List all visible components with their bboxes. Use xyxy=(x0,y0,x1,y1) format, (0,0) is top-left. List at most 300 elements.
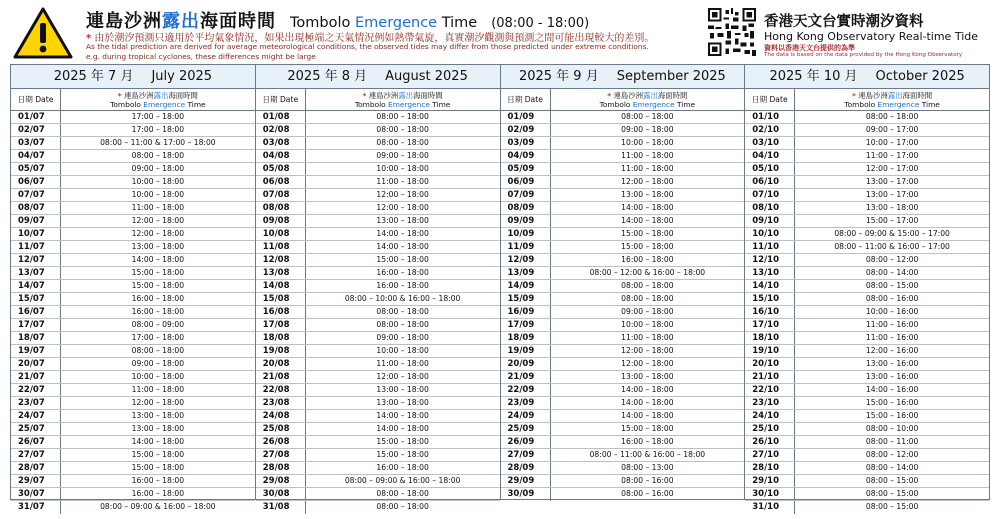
date-cell: 03/09 xyxy=(501,137,551,149)
table-row xyxy=(745,293,989,306)
time-cell: 08:00 – 18:00 xyxy=(376,320,429,329)
time-cell: 08:00 – 12:00 & 16:00 – 18:00 xyxy=(589,268,706,277)
table-row xyxy=(501,202,745,215)
column-header-row xyxy=(745,89,989,111)
table-row xyxy=(501,228,745,241)
date-cell: 13/10 xyxy=(745,267,795,279)
time-cell: 14:00 – 18:00 xyxy=(621,216,674,225)
table-row xyxy=(745,410,989,423)
date-cell: 30/09 xyxy=(501,488,551,501)
date-cell: 01/08 xyxy=(256,111,306,123)
table-row xyxy=(501,345,745,358)
time-column-header: * 連島沙洲露出海面時間 Tombolo Emergence Time xyxy=(599,91,696,109)
time-cell: 13:00 – 18:00 xyxy=(131,424,185,433)
month-title-zh: 2025 年 7 月 xyxy=(53,69,134,84)
table-row xyxy=(11,215,255,228)
table-row xyxy=(745,241,989,254)
time-cell: 09:00 – 18:00 xyxy=(621,307,674,316)
table-row xyxy=(501,293,745,306)
time-cell: 13:00 – 17:00 xyxy=(865,190,919,199)
time-cell: 08:00 – 18:00 xyxy=(621,112,674,121)
table-row xyxy=(256,332,500,345)
table-row xyxy=(745,111,989,124)
time-cell: 08:00 – 15:00 xyxy=(865,476,919,485)
date-cell: 16/09 xyxy=(501,306,551,318)
time-cell: 08:00 – 11:00 & 16:00 – 17:00 xyxy=(834,242,950,251)
date-cell: 22/07 xyxy=(11,384,61,396)
month-title-en: October 2025 xyxy=(875,69,965,84)
table-row xyxy=(501,488,745,501)
date-cell: 06/09 xyxy=(501,176,551,188)
time-cell: 10:00 – 18:00 xyxy=(131,177,185,186)
table-row xyxy=(256,254,500,267)
date-cell: 18/07 xyxy=(11,332,61,344)
date-cell: 05/10 xyxy=(745,163,795,175)
date-cell: 26/10 xyxy=(745,436,795,448)
time-cell: 14:00 – 18:00 xyxy=(131,255,185,264)
table-row xyxy=(256,384,500,397)
table-row xyxy=(256,423,500,436)
table-row xyxy=(11,410,255,423)
date-cell: 30/07 xyxy=(11,488,61,500)
time-cell: 12:00 – 18:00 xyxy=(376,203,429,212)
disclaimer-en-line-2: e.g. during tropical cyclones, these differences might be large xyxy=(86,52,316,61)
time-cell: 08:00 – 10:00 xyxy=(865,424,919,433)
date-cell: 24/09 xyxy=(501,410,551,422)
time-cell: 08:00 – 18:00 xyxy=(621,281,674,290)
time-cell: 17:00 – 18:00 xyxy=(131,125,185,134)
time-cell: 08:00 – 15:00 xyxy=(865,502,919,511)
table-row xyxy=(11,241,255,254)
table-row xyxy=(256,241,500,254)
table-row xyxy=(256,371,500,384)
date-cell: 14/08 xyxy=(256,280,306,292)
date-cell: 08/10 xyxy=(745,202,795,214)
table-row xyxy=(11,319,255,332)
date-cell: 26/09 xyxy=(501,436,551,448)
time-cell: 11:00 – 18:00 xyxy=(621,151,674,160)
table-row xyxy=(11,176,255,189)
table-row xyxy=(745,371,989,384)
time-cell: 08:00 – 10:00 & 16:00 – 18:00 xyxy=(344,294,461,303)
time-cell: 14:00 – 16:00 xyxy=(865,385,919,394)
time-cell: 12:00 – 18:00 xyxy=(621,346,674,355)
table-row xyxy=(256,293,500,306)
date-cell: 21/09 xyxy=(501,371,551,383)
table-row xyxy=(11,111,255,124)
time-cell: 13:00 – 18:00 xyxy=(376,216,429,225)
table-row xyxy=(11,150,255,163)
table-row xyxy=(745,254,989,267)
title-en: Tombolo Emergence Time xyxy=(290,15,478,31)
date-cell: 28/07 xyxy=(11,462,61,474)
date-cell: 24/07 xyxy=(11,410,61,422)
date-cell: 28/10 xyxy=(745,462,795,474)
time-cell: 08:00 – 16:00 xyxy=(865,294,919,303)
table-row xyxy=(501,371,745,384)
table-row xyxy=(501,137,745,150)
table-row xyxy=(501,475,745,488)
time-cell: 12:00 – 16:00 xyxy=(865,346,919,355)
time-cell: 10:00 – 18:00 xyxy=(621,138,674,147)
time-cell: 11:00 – 18:00 xyxy=(621,333,674,342)
timetable xyxy=(10,64,990,512)
month-title-en: September 2025 xyxy=(616,69,726,84)
time-cell: 13:00 – 18:00 xyxy=(131,411,185,420)
time-cell: 14:00 – 18:00 xyxy=(376,242,429,251)
date-cell: 22/10 xyxy=(745,384,795,396)
date-cell: 09/08 xyxy=(256,215,306,227)
table-row xyxy=(745,319,989,332)
qr-code-icon[interactable] xyxy=(708,8,756,56)
date-cell: 15/08 xyxy=(256,293,306,305)
time-cell: 08:00 – 16:00 xyxy=(621,489,674,498)
time-cell: 08:00 – 18:00 xyxy=(376,307,429,316)
column-header-row xyxy=(256,89,500,111)
time-cell: 10:00 – 18:00 xyxy=(376,346,429,355)
hko-title-en: Hong Kong Observatory Real-time Tide xyxy=(764,30,979,43)
time-cell: 16:00 – 18:00 xyxy=(376,281,429,290)
date-cell: 08/07 xyxy=(11,202,61,214)
date-cell: 03/10 xyxy=(745,137,795,149)
table-row xyxy=(501,241,745,254)
date-cell: 25/10 xyxy=(745,423,795,435)
date-cell: 26/08 xyxy=(256,436,306,448)
date-cell: 31/08 xyxy=(256,501,306,514)
date-cell: 07/07 xyxy=(11,189,61,201)
time-cell: 09:00 – 18:00 xyxy=(131,164,185,173)
table-row xyxy=(11,267,255,280)
date-cell: 13/08 xyxy=(256,267,306,279)
date-column-header: 日期 Date xyxy=(11,89,61,110)
date-cell: 31/10 xyxy=(745,501,795,514)
date-cell: 28/09 xyxy=(501,462,551,474)
table-row xyxy=(11,163,255,176)
table-row xyxy=(256,215,500,228)
time-cell: 13:00 – 18:00 xyxy=(621,372,674,381)
month-title-zh: 2025 年 10 月 xyxy=(769,69,858,84)
date-cell: 18/08 xyxy=(256,332,306,344)
table-row xyxy=(256,280,500,293)
time-cell: 08:00 – 11:00 & 16:00 – 18:00 xyxy=(589,450,706,459)
time-cell: 14:00 – 18:00 xyxy=(376,411,429,420)
date-cell: 29/09 xyxy=(501,475,551,487)
date-cell: 27/08 xyxy=(256,449,306,461)
time-cell: 15:00 – 16:00 xyxy=(865,398,919,407)
date-cell: 04/10 xyxy=(745,150,795,162)
date-cell: 06/07 xyxy=(11,176,61,188)
date-cell: 12/09 xyxy=(501,254,551,266)
date-cell: 30/08 xyxy=(256,488,306,500)
time-cell: 12:00 – 18:00 xyxy=(376,372,429,381)
time-cell: 15:00 – 18:00 xyxy=(376,450,429,459)
table-row xyxy=(256,436,500,449)
table-row xyxy=(745,345,989,358)
time-cell: 16:00 – 18:00 xyxy=(376,268,429,277)
date-column-header: 日期 Date xyxy=(256,89,306,110)
date-cell: 29/07 xyxy=(11,475,61,487)
month-header xyxy=(11,65,255,89)
table-row xyxy=(501,384,745,397)
table-row xyxy=(501,150,745,163)
table-row xyxy=(11,280,255,293)
table-row xyxy=(501,189,745,202)
date-cell: 09/09 xyxy=(501,215,551,227)
month-title-en: August 2025 xyxy=(385,69,468,84)
time-cell: 15:00 – 18:00 xyxy=(621,424,674,433)
time-cell: 16:00 – 18:00 xyxy=(131,294,185,303)
date-cell: 24/10 xyxy=(745,410,795,422)
date-cell: 29/08 xyxy=(256,475,306,487)
time-cell: 12:00 – 18:00 xyxy=(131,229,185,238)
table-row xyxy=(256,462,500,475)
table-row xyxy=(11,254,255,267)
table-row xyxy=(501,436,745,449)
time-cell: 10:00 – 17:00 xyxy=(865,138,919,147)
table-row xyxy=(11,137,255,150)
month-title-en: July 2025 xyxy=(151,69,213,84)
date-cell: 04/09 xyxy=(501,150,551,162)
time-cell: 14:00 – 18:00 xyxy=(376,424,429,433)
date-cell: 14/07 xyxy=(11,280,61,292)
time-cell: 10:00 – 18:00 xyxy=(131,190,185,199)
date-cell: 11/09 xyxy=(501,241,551,253)
date-cell: 22/08 xyxy=(256,384,306,396)
time-cell: 09:00 – 18:00 xyxy=(131,359,185,368)
time-cell: 11:00 – 17:00 xyxy=(865,151,919,160)
table-row xyxy=(256,124,500,137)
table-row xyxy=(745,332,989,345)
time-cell: 14:00 – 18:00 xyxy=(376,229,429,238)
time-cell: 08:00 – 09:00 xyxy=(131,320,185,329)
time-cell: 10:00 – 18:00 xyxy=(376,164,429,173)
table-row xyxy=(11,332,255,345)
time-cell: 08:00 – 14:00 xyxy=(865,268,919,277)
time-cell: 12:00 – 18:00 xyxy=(621,177,674,186)
time-cell: 15:00 – 18:00 xyxy=(376,437,429,446)
table-row xyxy=(256,358,500,371)
date-cell: 25/08 xyxy=(256,423,306,435)
date-column-header: 日期 Date xyxy=(745,89,795,110)
column-header-row xyxy=(11,89,255,111)
time-cell: 15:00 – 18:00 xyxy=(131,268,185,277)
date-cell: 12/07 xyxy=(11,254,61,266)
time-cell: 08:00 – 11:00 & 17:00 – 18:00 xyxy=(100,138,216,147)
time-cell: 14:00 – 18:00 xyxy=(621,398,674,407)
table-row xyxy=(11,475,255,488)
date-cell: 15/09 xyxy=(501,293,551,305)
table-body xyxy=(11,111,255,514)
month-header xyxy=(501,65,745,89)
date-cell: 10/08 xyxy=(256,228,306,240)
time-cell: 08:00 – 15:00 xyxy=(865,281,919,290)
time-cell: 13:00 – 18:00 xyxy=(621,190,674,199)
table-row xyxy=(745,449,989,462)
table-row xyxy=(501,306,745,319)
table-body xyxy=(745,111,989,514)
table-row xyxy=(745,215,989,228)
table-row xyxy=(11,124,255,137)
time-cell: 15:00 – 18:00 xyxy=(376,255,429,264)
table-body xyxy=(256,111,500,514)
month-column xyxy=(745,65,989,512)
date-cell: 21/08 xyxy=(256,371,306,383)
month-header xyxy=(745,65,989,89)
table-row xyxy=(11,488,255,501)
table-row xyxy=(256,163,500,176)
date-cell: 24/08 xyxy=(256,410,306,422)
table-row xyxy=(11,371,255,384)
date-cell: 08/08 xyxy=(256,202,306,214)
date-cell: 30/10 xyxy=(745,488,795,500)
table-row xyxy=(11,345,255,358)
table-row xyxy=(501,111,745,124)
date-cell: 23/07 xyxy=(11,397,61,409)
time-cell: 17:00 – 18:00 xyxy=(131,333,185,342)
time-cell: 08:00 – 14:00 xyxy=(865,463,919,472)
table-row xyxy=(745,202,989,215)
date-cell: 25/07 xyxy=(11,423,61,435)
date-cell: 09/10 xyxy=(745,215,795,227)
date-cell: 12/08 xyxy=(256,254,306,266)
date-cell: 27/07 xyxy=(11,449,61,461)
date-cell: 19/08 xyxy=(256,345,306,357)
time-cell: 08:00 – 18:00 xyxy=(131,151,185,160)
table-row xyxy=(256,111,500,124)
date-cell: 10/09 xyxy=(501,228,551,240)
table-row xyxy=(745,462,989,475)
date-cell: 16/08 xyxy=(256,306,306,318)
table-row xyxy=(256,150,500,163)
time-column-header: * 連島沙洲露出海面時間 Tombolo Emergence Time xyxy=(354,91,451,109)
time-cell: 08:00 – 12:00 xyxy=(865,255,919,264)
table-row xyxy=(501,358,745,371)
date-cell: 15/10 xyxy=(745,293,795,305)
date-cell: 25/09 xyxy=(501,423,551,435)
table-row xyxy=(11,462,255,475)
table-row xyxy=(256,306,500,319)
table-row xyxy=(501,254,745,267)
hko-source-en: The data is based on the data provided by the Hong Kong Observatory xyxy=(764,52,963,58)
table-row xyxy=(501,319,745,332)
date-cell: 17/09 xyxy=(501,319,551,331)
table-row xyxy=(11,306,255,319)
date-cell: 05/08 xyxy=(256,163,306,175)
table-row xyxy=(745,189,989,202)
time-cell: 08:00 – 11:00 xyxy=(865,437,919,446)
date-cell: 15/07 xyxy=(11,293,61,305)
date-cell: 21/07 xyxy=(11,371,61,383)
table-row xyxy=(256,488,500,501)
time-column-header: * 連島沙洲露出海面時間 Tombolo Emergence Time xyxy=(844,91,940,109)
table-row xyxy=(745,137,989,150)
table-row xyxy=(11,228,255,241)
table-row xyxy=(501,462,745,475)
table-row xyxy=(256,397,500,410)
table-row xyxy=(501,124,745,137)
date-cell: 10/07 xyxy=(11,228,61,240)
time-cell: 13:00 – 18:00 xyxy=(376,398,429,407)
time-cell: 11:00 – 18:00 xyxy=(376,359,429,368)
time-cell: 11:00 – 18:00 xyxy=(131,385,185,394)
time-cell: 17:00 – 18:00 xyxy=(131,112,185,121)
table-row xyxy=(501,280,745,293)
time-cell: 11:00 – 16:00 xyxy=(865,333,919,342)
date-cell: 27/09 xyxy=(501,449,551,461)
table-row xyxy=(745,267,989,280)
date-cell: 09/07 xyxy=(11,215,61,227)
table-row xyxy=(745,176,989,189)
date-cell: 27/10 xyxy=(745,449,795,461)
date-cell: 23/10 xyxy=(745,397,795,409)
date-cell: 02/09 xyxy=(501,124,551,136)
table-row xyxy=(745,306,989,319)
table-row xyxy=(745,475,989,488)
date-cell: 19/07 xyxy=(11,345,61,357)
hko-source-zh: 資料以香港天文台提供的為準 xyxy=(764,44,855,52)
time-cell: 14:00 – 18:00 xyxy=(621,411,674,420)
time-cell: 11:00 – 18:00 xyxy=(376,177,429,186)
date-cell: 19/09 xyxy=(501,345,551,357)
table-row xyxy=(501,410,745,423)
table-row xyxy=(256,176,500,189)
date-cell: 20/10 xyxy=(745,358,795,370)
time-cell: 16:00 – 18:00 xyxy=(621,255,674,264)
date-cell: 05/09 xyxy=(501,163,551,175)
table-row xyxy=(11,397,255,410)
date-column-header: 日期 Date xyxy=(501,89,551,110)
table-row xyxy=(745,124,989,137)
table-row xyxy=(11,423,255,436)
date-cell: 18/09 xyxy=(501,332,551,344)
time-cell: 15:00 – 18:00 xyxy=(131,450,185,459)
date-cell: 01/09 xyxy=(501,111,551,123)
table-row xyxy=(11,202,255,215)
time-cell: 16:00 – 18:00 xyxy=(131,307,185,316)
date-cell: 03/07 xyxy=(11,137,61,149)
time-cell: 12:00 – 17:00 xyxy=(865,164,919,173)
table-row xyxy=(256,501,500,514)
time-cell: 09:00 – 18:00 xyxy=(621,125,674,134)
time-cell: 13:00 – 18:00 xyxy=(376,385,429,394)
date-cell: 19/10 xyxy=(745,345,795,357)
table-row xyxy=(11,436,255,449)
date-cell: 14/10 xyxy=(745,280,795,292)
date-cell: 18/10 xyxy=(745,332,795,344)
table-row xyxy=(745,163,989,176)
table-row xyxy=(256,228,500,241)
date-cell: 14/09 xyxy=(501,280,551,292)
date-cell: 04/08 xyxy=(256,150,306,162)
date-cell: 07/09 xyxy=(501,189,551,201)
date-cell: 06/10 xyxy=(745,176,795,188)
date-cell: 26/07 xyxy=(11,436,61,448)
time-cell: 15:00 – 18:00 xyxy=(621,229,674,238)
date-cell: 02/10 xyxy=(745,124,795,136)
table-row xyxy=(256,189,500,202)
time-cell: 09:00 – 18:00 xyxy=(376,151,429,160)
time-cell: 08:00 – 18:00 xyxy=(376,125,429,134)
table-row xyxy=(11,384,255,397)
time-cell: 12:00 – 18:00 xyxy=(621,359,674,368)
date-cell: 17/07 xyxy=(11,319,61,331)
time-cell: 08:00 – 13:00 xyxy=(621,463,674,472)
time-cell: 08:00 – 18:00 xyxy=(376,489,429,498)
table-row xyxy=(256,319,500,332)
header xyxy=(0,0,1000,62)
time-cell: 13:00 – 16:00 xyxy=(865,372,919,381)
table-row xyxy=(501,176,745,189)
